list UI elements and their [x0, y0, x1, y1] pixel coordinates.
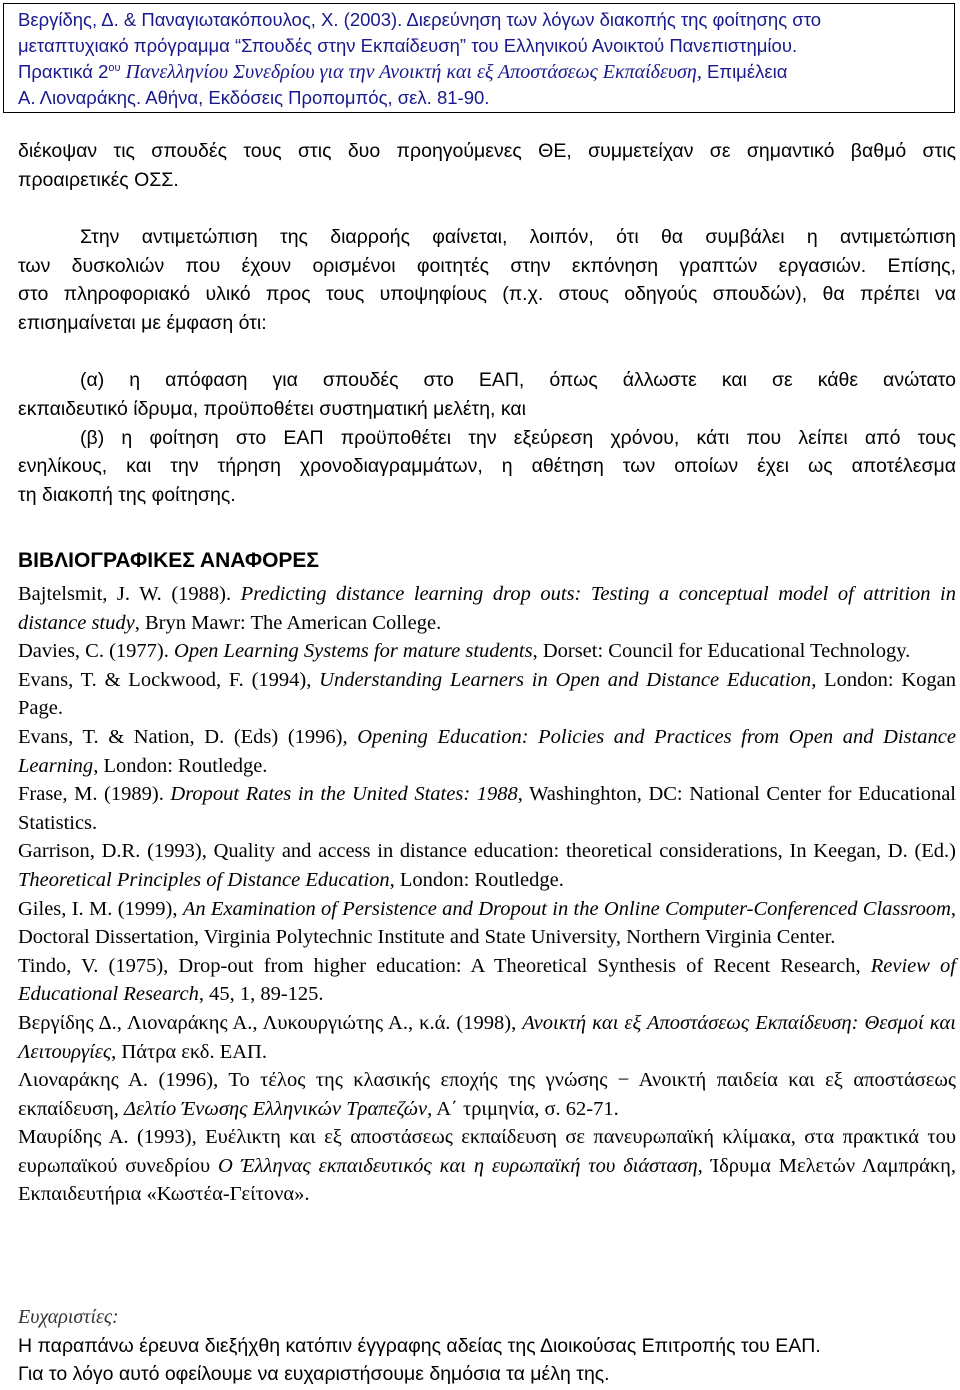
acknowledgements-title: Ευχαριστίες:: [18, 1306, 119, 1328]
list-item-a-line-2: εκπαιδευτικό ίδρυμα, προϋποθέτει συστηματική μελέτη, και: [18, 397, 527, 420]
reference-text: Garrison, D.R. (1993), Quality and access in distance education: theoretical considerations, In Keegan, D. (Ed.): [18, 840, 956, 863]
reference-source: , Α΄ τριμηνία, σ. 62-71.: [427, 1097, 619, 1120]
reference-item: [18, 780, 956, 837]
reference-item: [18, 1123, 956, 1209]
paragraph-1-line-2: προαιρετικές ΟΣΣ.: [18, 168, 179, 191]
reference-item: [18, 723, 956, 780]
list-item-b-line-1: (β) η φοίτηση στο ΕΑΠ προϋποθέτει την εξεύρεση χρόνου, κάτι που λείπει από τους: [80, 426, 956, 449]
reference-text: Bajtelsmit, J. W. (1988).: [18, 583, 241, 605]
reference-source: , Doctoral Dissertation, Virginia Polytechnic Institute and State University, Northern Virginia Center.: [18, 897, 957, 949]
reference-title: Ανοικτή και εξ Αποστάσεως Εκπαίδευση: Θεσμοί και Λειτουργίες: [18, 1011, 957, 1063]
reference-title: Opening Education: Policies and Practices from Open and Distance Learning: [18, 725, 956, 777]
reference-item: [18, 666, 956, 723]
reference-item: [18, 952, 956, 1009]
reference-source: , London: Routledge.: [389, 868, 564, 891]
reference-item: [18, 895, 956, 952]
reference-item: [18, 837, 956, 894]
citation-line-3-sup: ου: [108, 61, 121, 74]
reference-title: Theoretical Principles of Distance Education: [18, 868, 390, 891]
list-item-b: [18, 395, 956, 509]
paragraph-1: [18, 137, 956, 194]
reference-source: , Dorset: Council for Educational Technology.: [532, 640, 911, 663]
citation-header: [3, 3, 955, 113]
reference-text: Frase, M. (1989).: [18, 783, 171, 806]
reference-text: Davies, C. (1977).: [18, 640, 175, 663]
references-section: [18, 548, 956, 1209]
reference-title: An Examination of Persistence and Dropout in the Online Computer-Conferenced Classroom: [182, 897, 951, 920]
reference-title: Review of Educational Research: [18, 954, 956, 1006]
reference-text: Evans, T. & Lockwood, F. (1994),: [18, 668, 320, 691]
reference-text: Tindo, V. (1975), Drop-out from higher education: A Theoretical Synthesis of Recent Research,: [18, 954, 871, 977]
reference-text: Evans, T. & Nation, D. (Eds) (1996),: [18, 725, 358, 748]
reference-source: , London: Kogan Page.: [18, 668, 957, 720]
paragraph-2: [18, 223, 956, 337]
reference-text: Giles, I. M. (1999),: [18, 897, 183, 920]
reference-source: , Washinghton, DC: National Center for Educational Statistics.: [18, 783, 956, 834]
reference-title: Predicting distance learning drop outs: Testing a conceptual model of attrition in distance study: [18, 583, 957, 634]
reference-item: [18, 1066, 956, 1123]
list-item-a-line-1: (α) η απόφαση για σπουδές στο ΕΑΠ, όπως άλλωστε και σε κάθε ανώτατο: [80, 369, 956, 391]
paragraph-2-line-2: των δυσκολιών που έχουν ορισμένοι φοιτητές στην εκπόνηση γραπτών εργασιών. Επίσης,: [18, 254, 956, 277]
citation-conference-title: Πανελληνίου Συνεδρίου για την Ανοικτή και εξ Αποστάσεως Εκπαίδευση,: [120, 61, 702, 83]
references-list: [18, 580, 956, 1209]
reference-item: [18, 637, 956, 666]
paragraph-2-line-4: επισημαίνεται με έμφαση ότι:: [18, 311, 267, 334]
reference-title: Understanding Learners in Open and Distance Education: [319, 668, 812, 691]
reference-title: Δελτίο Ένωσης Ελληνικών Τραπεζών: [123, 1097, 428, 1120]
references-heading: ΒΙΒΛΙΟΓΡΑΦΙΚΕΣ ΑΝΑΦΟΡΕΣ: [18, 549, 320, 572]
reference-item: [18, 580, 956, 637]
list-item-b-line-2: ενηλίκους, και την τήρηση χρονοδιαγραμμάτων, η αθέτηση των οποίων έχει ως αποτέλεσμα: [18, 455, 956, 478]
citation-line-1: Βεργίδης, Δ. & Παναγιωτακόπουλος, Χ. (2003). Διερεύνηση των λόγων διακοπής της φοίτησης στο: [18, 9, 822, 30]
reference-source: , Bryn Mawr: The American College.: [134, 611, 442, 634]
reference-title: Ο Έλληνας εκπαιδευτικός και η ευρωπαϊκή του διάσταση: [218, 1154, 698, 1177]
citation-line-3-post: Επιμέλεια: [701, 61, 788, 82]
citation-line-3: [18, 59, 947, 85]
paragraph-2-line-1: Στην αντιμετώπιση της διαρροής φαίνεται, λοιπόν, ότι θα συμβάλει η αντιμετώπιση: [80, 226, 956, 248]
citation-line-2: μεταπτυχιακό πρόγραμμα “Σπουδές στην Εκπαίδευση” του Ελληνικού Ανοικτού Πανεπιστημίου.: [18, 35, 798, 56]
citation-line-4: Α. Λιοναράκης. Αθήνα, Εκδόσεις Προπομπός, σελ. 81-90.: [18, 87, 490, 108]
citation-line-3-pre: Πρακτικά 2: [18, 61, 109, 82]
acknowledgements-line-2: Για το λόγο αυτό οφείλουμε να ευχαριστήσουμε δημόσια τα μέλη της.: [18, 1363, 610, 1386]
paragraph-1-line-1: διέκοψαν τις σπουδές τους στις δυο προηγούμενες ΘΕ, συμμετείχαν σε σημαντικό βαθμό στις: [18, 140, 956, 162]
reference-source: , 45, 1, 89-125.: [198, 983, 324, 1006]
list-item-b-line-3: τη διακοπή της φοίτησης.: [18, 483, 236, 506]
reference-item: [18, 1009, 956, 1066]
acknowledgements-line-1: Η παραπάνω έρευνα διεξήχθη κατόπιν έγγραφης αδείας της Διοικούσας Επιτροπής του ΕΑΠ.: [18, 1334, 821, 1357]
reference-source: , Ίδρυμα Μελετών Λαμπράκη, Εκπαιδευτήρια «Κωστέα-Γείτονα».: [18, 1154, 957, 1206]
acknowledgements-section: [18, 1303, 956, 1389]
reference-text: Λιοναράκης Α. (1996), Το τέλος της κλασικής εποχής της γνώσης − Ανοικτή παιδεία και εξ αποστάσεως εκπαίδευση,: [18, 1069, 956, 1120]
reference-title: Open Learning Systems for mature students: [174, 640, 533, 663]
paragraph-2-line-3: στο πληροφοριακό υλικό προς τους υποψηφίους (π.χ. στους οδηγούς σπουδών), θα πρέπει να: [18, 283, 956, 306]
reference-source: , London: Routledge.: [93, 754, 268, 777]
reference-text: Μαυρίδης Α. (1993), Ευέλικτη και εξ αποστάσεως εκπαίδευση σε πανευρωπαϊκή κλίμακα, στα πρακτικά του ευρωπαϊκού συνεδρίου: [18, 1126, 956, 1177]
reference-text: Βεργίδης Δ., Λιοναράκης Α., Λυκουργιώτης Α., κ.ά. (1998),: [18, 1011, 523, 1034]
reference-source: , Πάτρα εκδ. ΕΑΠ.: [111, 1040, 267, 1063]
reference-title: Dropout Rates in the United States: 1988: [170, 783, 518, 806]
